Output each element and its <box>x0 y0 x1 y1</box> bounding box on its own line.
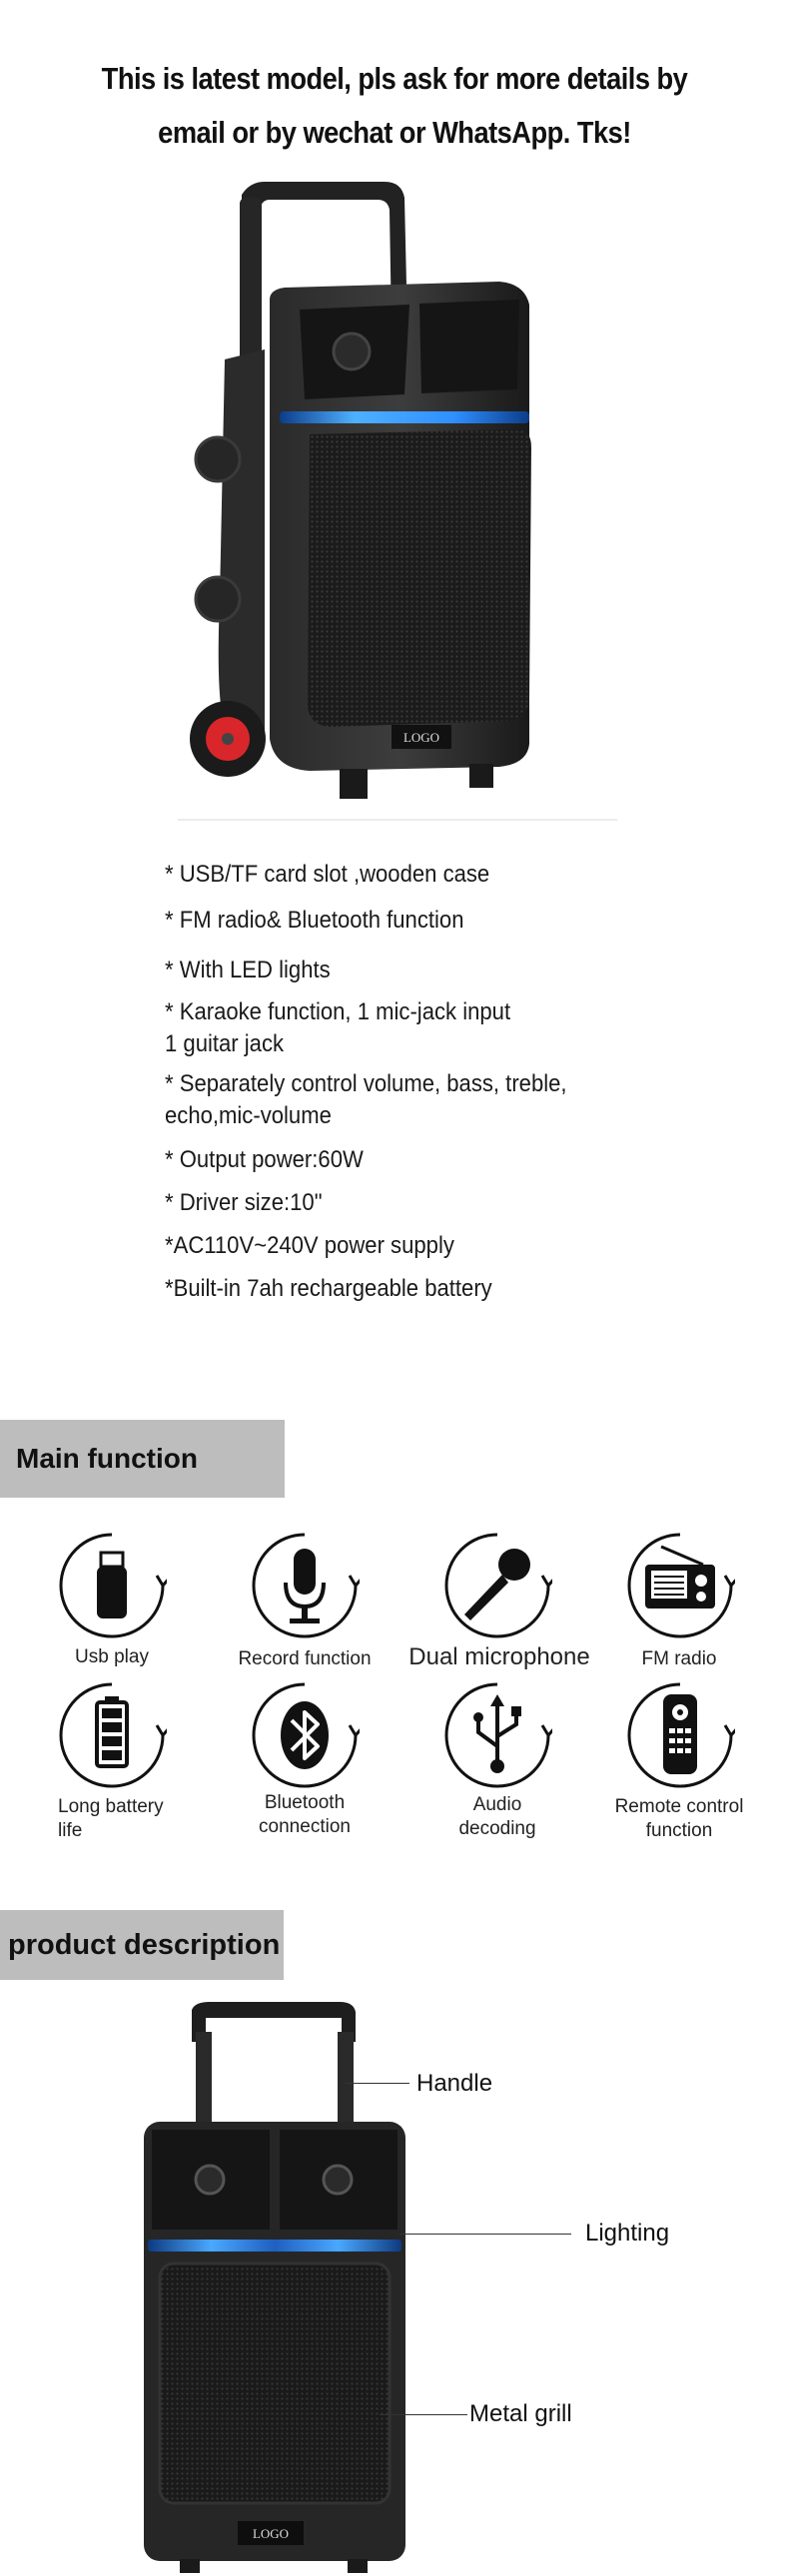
hero-logo: LOGO <box>402 730 440 745</box>
radio-icon <box>625 1531 735 1640</box>
func-label-battery: Long battery life <box>58 1796 164 1841</box>
product-front-image <box>120 2002 419 2576</box>
feature-list <box>165 859 724 1305</box>
headline-line-2: email or by wechat or WhatsApp. Tks! <box>158 115 631 150</box>
product-led-strip <box>148 2240 401 2252</box>
callout-handle: Handle <box>416 2070 493 2097</box>
battery-icon <box>57 1680 167 1790</box>
remote-control-icon <box>625 1680 735 1790</box>
usb-symbol-icon <box>442 1680 552 1790</box>
callout-line-lighting <box>399 2234 571 2235</box>
feature-item: *AC110V~240V power supply <box>165 1232 454 1259</box>
callout-metal-grill: Metal grill <box>469 2400 572 2427</box>
func-label-remote: Remote control function <box>614 1796 744 1841</box>
headline <box>83 52 707 160</box>
func-label-dual-mic: Dual microphone <box>408 1643 590 1670</box>
feature-item: *Built-in 7ah rechargeable battery <box>165 1275 492 1302</box>
callout-lighting: Lighting <box>585 2220 670 2247</box>
headline-line-1: This is latest model, pls ask for more details by <box>101 61 688 96</box>
feature-item: * Karaoke function, 1 mic-jack input 1 guitar jack <box>165 998 511 1057</box>
product-logo: LOGO <box>252 2526 290 2541</box>
func-label-audio-decoding: Audio decoding <box>458 1794 536 1839</box>
feature-item: * FM radio& Bluetooth function <box>165 907 464 934</box>
hero-wheel <box>190 701 266 777</box>
hero-led-strip <box>280 411 529 423</box>
feature-item: * USB/TF card slot ,wooden case <box>165 861 490 888</box>
feature-item: * Separately control volume, bass, treble, echo,mic-volume <box>165 1070 567 1129</box>
feature-item: * Output power:60W <box>165 1146 364 1173</box>
bluetooth-icon <box>250 1680 360 1790</box>
hero-speaker-image <box>170 180 619 819</box>
feature-item: * With LED lights <box>165 957 331 983</box>
callout-line-handle <box>346 2083 409 2084</box>
func-label-usb-play: Usb play <box>75 1646 149 1667</box>
product-description-title: product description <box>8 1929 281 1961</box>
func-label-fm-radio: FM radio <box>641 1648 717 1669</box>
usb-stick-icon <box>57 1531 167 1640</box>
func-label-record: Record function <box>238 1648 372 1669</box>
microphone-icon <box>250 1531 360 1640</box>
main-function-header <box>0 1420 285 1498</box>
handheld-mic-icon <box>442 1531 552 1640</box>
main-function-title: Main function <box>16 1443 198 1474</box>
feature-item: * Driver size:10" <box>165 1189 323 1216</box>
callout-line-metal-grill <box>380 2414 467 2415</box>
hero-base-line <box>178 819 617 821</box>
func-label-bluetooth: Bluetooth connection <box>259 1792 351 1837</box>
product-description-header <box>0 1910 284 1980</box>
